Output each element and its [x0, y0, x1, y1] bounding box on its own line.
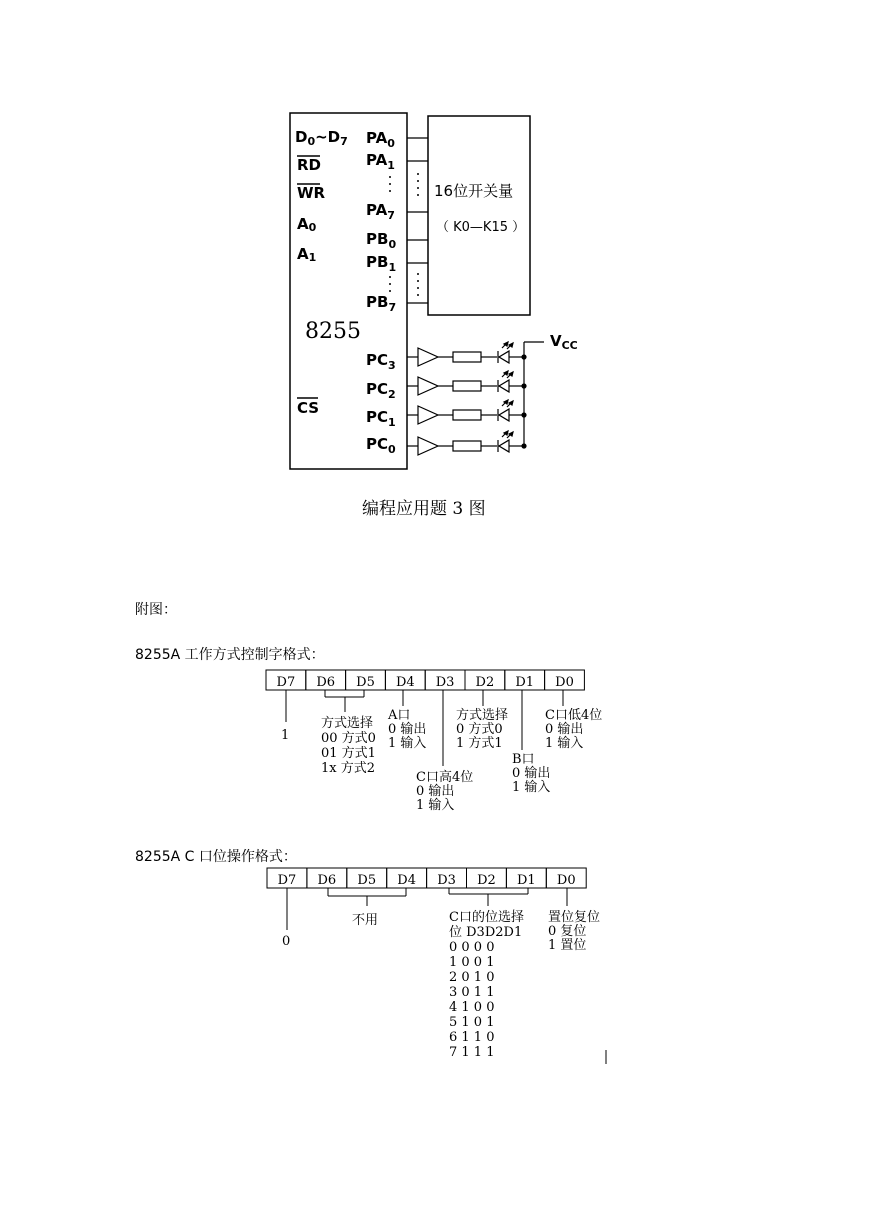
svg-text:0 0 0 0: 0 0 0 0	[449, 940, 495, 955]
unused-bits	[352, 913, 378, 928]
bit-label: D3	[435, 675, 455, 690]
port-pc0: $PC_0$	[366, 435, 396, 456]
svg-text:C口低4位: C口低4位	[545, 708, 603, 723]
switch-box-line1: 16位开关量	[434, 182, 514, 200]
port-b-direction	[512, 752, 550, 795]
pin-a1: A1	[297, 245, 317, 264]
port-pb1: $PB_1$	[366, 253, 397, 274]
port-pc3: $PC_3$	[366, 351, 396, 372]
svg-text:A口: A口	[388, 708, 411, 723]
svg-text:0: 0	[282, 934, 291, 949]
svg-text:01 方式1: 01 方式1	[321, 746, 376, 761]
bit-label: D2	[477, 873, 496, 888]
c-port-high-direction	[416, 769, 473, 813]
pin-rd: RD	[297, 156, 322, 174]
pc-driver-chain	[407, 400, 526, 424]
d7-value	[281, 728, 289, 743]
svg-text:0 输出: 0 输出	[545, 722, 584, 737]
port-pb0: $PB_0$	[366, 230, 397, 251]
port-a-direction	[387, 708, 426, 751]
port-pa0: $PA_0$	[366, 129, 395, 150]
port-pa7: $PA_7$	[366, 201, 395, 222]
svg-text:1 0 0 1: 1 0 0 1	[449, 955, 495, 970]
svg-text:0 复位: 0 复位	[548, 924, 587, 939]
svg-text:6 1 1 0: 6 1 1 0	[449, 1030, 495, 1045]
svg-text:0 方式0: 0 方式0	[456, 722, 503, 737]
svg-text:方式选择: 方式选择	[321, 716, 374, 731]
bit-label: D6	[316, 675, 336, 690]
svg-text:7 1 1 1: 7 1 1 1	[449, 1045, 495, 1060]
svg-text:位 D3D2D1: 位 D3D2D1	[449, 925, 523, 940]
bit-label: D1	[515, 675, 535, 690]
svg-text:置位复位: 置位复位	[548, 910, 601, 925]
svg-text:C口的位选择: C口的位选择	[449, 910, 524, 925]
svg-text:1 输入: 1 输入	[388, 736, 427, 751]
svg-text:5 1 0 1: 5 1 0 1	[449, 1015, 495, 1030]
bit-label: D5	[357, 873, 377, 888]
svg-text:C口高4位: C口高4位	[416, 770, 474, 785]
svg-text:1: 1	[281, 728, 290, 743]
svg-text:4 1 0 0: 4 1 0 0	[449, 1000, 495, 1015]
svg-text:B口: B口	[512, 752, 535, 767]
svg-text:0 输出: 0 输出	[388, 722, 427, 737]
port-pc1: $PC_1$	[366, 408, 396, 429]
switch-box	[428, 116, 530, 315]
svg-text:1x 方式2: 1x 方式2	[321, 761, 376, 776]
format1-title: 8255A 工作方式控制字格式：	[135, 647, 325, 663]
bit-label: D4	[397, 873, 417, 888]
svg-text:不用: 不用	[352, 913, 379, 928]
svg-text:1 置位: 1 置位	[548, 938, 587, 953]
bit-label: D6	[317, 873, 337, 888]
format2-title: 8255A C 口位操作格式：	[135, 849, 297, 865]
pc-driver-chain	[407, 371, 526, 395]
appendix-label: 附图：	[135, 602, 177, 618]
svg-text:方式选择: 方式选择	[456, 708, 509, 723]
figure-caption: 编程应用题 3 图	[362, 499, 486, 519]
svg-text:2 0 1 0: 2 0 1 0	[449, 970, 495, 985]
svg-text:3 0 1 1: 3 0 1 1	[449, 985, 495, 1000]
bit-label: D4	[395, 675, 415, 690]
c-port-bit-format-diagram	[0, 862, 869, 1072]
svg-text:0 输出: 0 输出	[512, 766, 551, 781]
bit-label: D7	[276, 675, 296, 690]
d7-value	[282, 934, 290, 949]
pin-wr: WR	[297, 184, 326, 202]
pc-driver-chain	[407, 431, 526, 455]
c-port-bit-select-table	[449, 909, 524, 1060]
svg-text:1 方式1: 1 方式1	[456, 736, 503, 751]
port-pb7: $PB_7$	[366, 293, 397, 314]
pin-d0-d7: $D_0\sim D_7$	[295, 128, 348, 148]
port-a-mode-select	[321, 715, 376, 776]
svg-text:1 输入: 1 输入	[545, 736, 584, 751]
control-word-format-diagram	[0, 660, 869, 840]
switch-box-line2: （ K0—K15 ）	[436, 220, 526, 235]
bit-label: D5	[356, 675, 375, 690]
chip-name: 8255	[305, 319, 361, 344]
svg-text:1 输入: 1 输入	[416, 798, 455, 813]
svg-text:0 输出: 0 输出	[416, 784, 455, 799]
bit-label: D1	[516, 873, 536, 888]
c-port-low-direction	[545, 708, 602, 751]
bit-label: D0	[556, 873, 576, 888]
pin-a0: A0	[297, 215, 317, 234]
bit-label: D3	[437, 873, 456, 888]
pin-cs: CS	[297, 399, 320, 417]
port-b-mode-select	[456, 707, 508, 751]
svg-text:1 输入: 1 输入	[512, 780, 551, 795]
port-pc2: $PC_2$	[366, 380, 396, 401]
port-pa1: $PA_1$	[366, 151, 395, 172]
pc-driver-chain	[407, 342, 526, 366]
bit-label: D0	[555, 675, 574, 690]
bit-label: D2	[475, 675, 495, 690]
bit-label: D7	[277, 873, 297, 888]
svg-text:00 方式0: 00 方式0	[321, 731, 376, 746]
vcc-label: $V_{CC}$	[550, 332, 578, 352]
circuit-diagram	[0, 0, 869, 560]
set-reset	[548, 910, 600, 953]
